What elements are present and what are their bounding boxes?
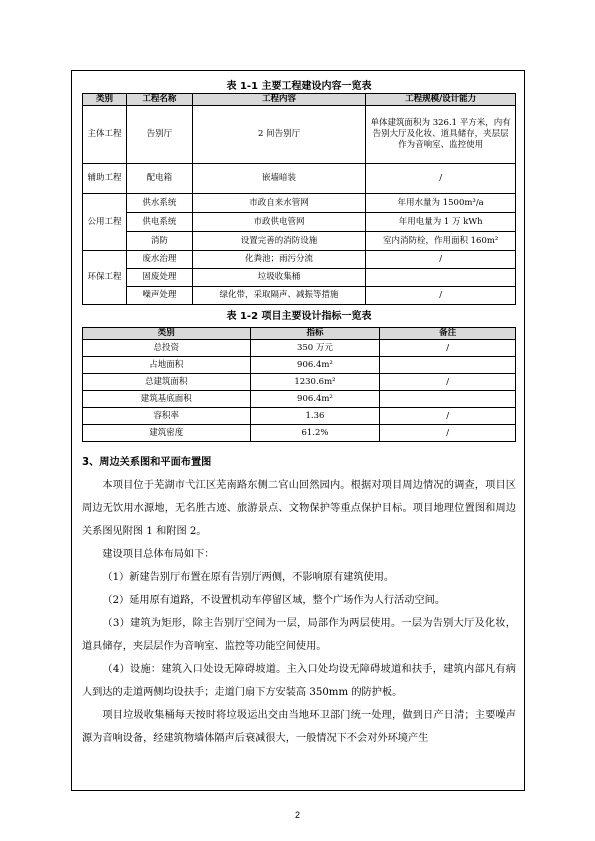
table-row	[83, 391, 516, 408]
cell-category: 辅助工程	[83, 164, 127, 194]
cell-content: 市政自来水管网	[192, 194, 366, 213]
section-body	[82, 451, 516, 750]
cell-content: 嵌墙暗装	[192, 164, 366, 194]
table1-caption: 表 1-1 主要工程建设内容一览表	[226, 81, 372, 92]
cell-content: 绿化带，采取隔声、减振等措施	[192, 287, 366, 305]
cell-category: 总建筑面积	[83, 374, 251, 391]
cell-indicator: 906.4m²	[250, 357, 380, 374]
cell-remark	[380, 391, 516, 408]
table-row	[83, 251, 516, 269]
section-title: 3、周边关系图和平面布置图	[82, 457, 212, 468]
table-row	[83, 164, 516, 194]
cell-content: 设置完善的消防设施	[192, 232, 366, 251]
cell-remark: /	[380, 425, 516, 442]
cell-name: 废水治理	[126, 251, 192, 269]
cell-name: 消防	[126, 232, 192, 251]
cell-category: 占地面积	[83, 357, 251, 374]
table-row	[83, 408, 516, 425]
table2-caption: 表 1-2 项目主要设计指标一览表	[226, 311, 372, 322]
cell-name: 配电箱	[126, 164, 192, 194]
cell-category: 建筑密度	[83, 425, 251, 442]
table-row	[83, 269, 516, 287]
table-row	[83, 357, 516, 374]
cell-indicator: 1230.6m²	[250, 374, 380, 391]
header-remark: 备注	[380, 328, 516, 340]
cell-name: 告别厅	[126, 106, 192, 164]
table-header-row	[83, 328, 516, 340]
cell-content: 2 间告别厅	[192, 106, 366, 164]
cell-content: 市政供电管网	[192, 213, 366, 232]
header-category: 类别	[83, 94, 127, 106]
header-indicator: 指标	[250, 328, 380, 340]
cell-scale: /	[366, 287, 516, 305]
cell-category: 容积率	[83, 408, 251, 425]
cell-indicator: 1.36	[250, 408, 380, 425]
cell-scale: 室内消防栓，作用面积 160m²	[366, 232, 516, 251]
cell-remark: /	[380, 408, 516, 425]
cell-remark: /	[380, 340, 516, 357]
table-row	[83, 340, 516, 357]
table-row	[83, 213, 516, 232]
cell-indicator: 350 万元	[250, 340, 380, 357]
cell-scale: 年用水量为 1500m³/a	[366, 194, 516, 213]
cell-indicator: 61.2%	[250, 425, 380, 442]
table-row	[83, 232, 516, 251]
table-row	[83, 374, 516, 391]
paragraph: 建设项目总体布局如下：	[102, 549, 215, 560]
table-row	[83, 194, 516, 213]
cell-content: 化粪池；雨污分流	[192, 251, 366, 269]
paragraph: （1）新建告别厅布置在原有告别厅两侧，不影响原有建筑使用。	[102, 572, 395, 583]
table-header-row	[83, 94, 516, 106]
header-name: 工程名称	[126, 94, 192, 106]
cell-scale: /	[366, 251, 516, 269]
table-row	[83, 287, 516, 305]
cell-category: 建筑基底面积	[83, 391, 251, 408]
cell-indicator: 906.4m²	[250, 391, 380, 408]
header-scale: 工程规模/设计能力	[366, 94, 516, 106]
cell-category: 主体工程	[83, 106, 127, 164]
cell-name: 供电系统	[126, 213, 192, 232]
cell-name: 固废处理	[126, 269, 192, 287]
cell-category: 公用工程	[83, 194, 127, 251]
header-category: 类别	[83, 328, 251, 340]
paragraph: （3）建筑为矩形，除主告别厅空间为一层，局部作为两层使用。一层为告别大厅及化妆，道具储存，夹层层作为音响室、监控等功能空间使用。	[82, 618, 516, 652]
cell-name: 噪声处理	[126, 287, 192, 305]
paragraph: （4）设施：建筑入口处设无障碍坡道。主入口处均设无障碍坡道和扶手，建筑内部凡有病人到达的走道两侧均设扶手；走道门扇下方安装高 350mm 的防护板。	[82, 664, 516, 698]
cell-name: 供水系统	[126, 194, 192, 213]
cell-category: 环保工程	[83, 251, 127, 305]
page-frame	[71, 70, 525, 791]
construction-content-table	[82, 93, 516, 305]
cell-scale: /	[366, 164, 516, 194]
paragraph: 本项目位于芜湖市弋江区芜南路东侧二官山回然园内。根据对项目周边情况的调查，项目区周边无饮用水源地，无名胜古迹、旅游景点、文物保护等重点保护目标。项目地理位置图和周边关系图见附图 1 和附图 2。	[82, 480, 516, 537]
paragraph: 项目垃圾收集桶每天按时将垃圾运出交由当地环卫部门统一处理，做到日产日清；主要噪声源为音响设备，经建筑物墙体隔声后衰减很大，一般情况下不会对外环境产生	[82, 710, 516, 744]
cell-scale	[366, 269, 516, 287]
paragraph: （2）延用原有道路，不设置机动车停留区域，整个广场作为人行活动空间。	[102, 595, 446, 606]
cell-scale: 年用电量为 1 万 kWh	[366, 213, 516, 232]
cell-remark	[380, 357, 516, 374]
cell-remark: /	[380, 374, 516, 391]
page-number: 2	[294, 810, 300, 820]
header-content: 工程内容	[192, 94, 366, 106]
cell-content: 垃圾收集桶	[192, 269, 366, 287]
cell-category: 总投资	[83, 340, 251, 357]
cell-scale: 单体建筑面积为 326.1 平方米，内有告别大厅及化妆、道具储存，夹层层作为音响室、监控使用	[366, 106, 516, 164]
design-indicators-table	[82, 327, 516, 442]
table-row	[83, 106, 516, 164]
table-row	[83, 425, 516, 442]
